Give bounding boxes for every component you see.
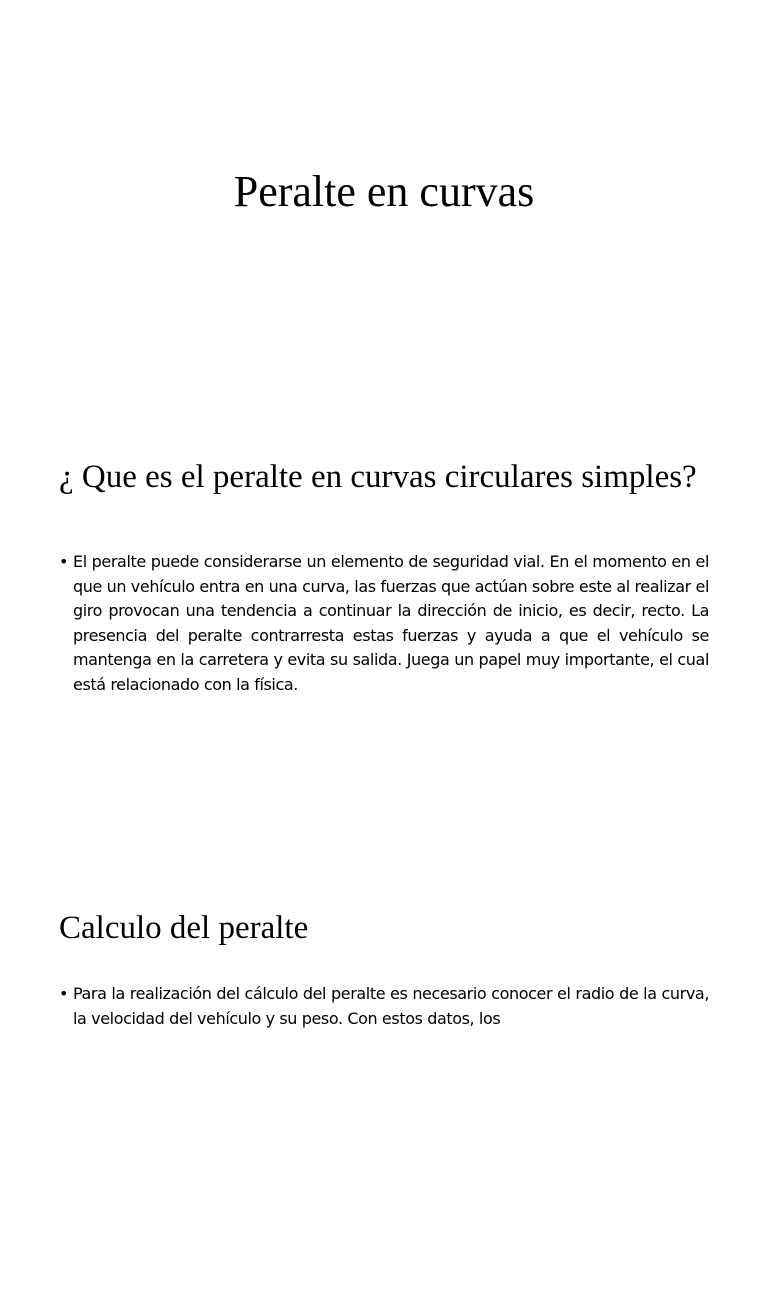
bullet-list (59, 550, 709, 698)
slide-what-is-peralte (0, 432, 768, 864)
slide-heading: Calculo del peralte (59, 910, 309, 946)
slide-calculo-peralte (0, 864, 768, 1296)
slide-heading: ¿ Que es el peralte en curvas circulares simples? (59, 459, 697, 495)
bullet-text: El peralte puede considerarse un elemento de seguridad vial. En el momento en el que un vehículo entra en una curva, las fuerzas que actúan sobre este al realizar el giro provocan una tendencia a continuar la dirección de inicio, es decir, recto. La presencia del peralte contrarresta estas fuerzas y ayuda a que el vehículo se mantenga en la carretera y evita su salida. Juega un papel muy importante, el cual está relacionado con la física. (73, 552, 709, 694)
bullet-dot-icon: • (59, 552, 69, 571)
slide-title (0, 0, 768, 432)
bullet-dot-icon: • (59, 984, 69, 1003)
bullet-item (59, 550, 709, 698)
bullet-text: Para la realización del cálculo del peralte es necesario conocer el radio de la curva, la velocidad del vehículo y su peso. Con estos datos, los (73, 984, 709, 1028)
presentation-title: Peralte en curvas (233, 167, 535, 216)
